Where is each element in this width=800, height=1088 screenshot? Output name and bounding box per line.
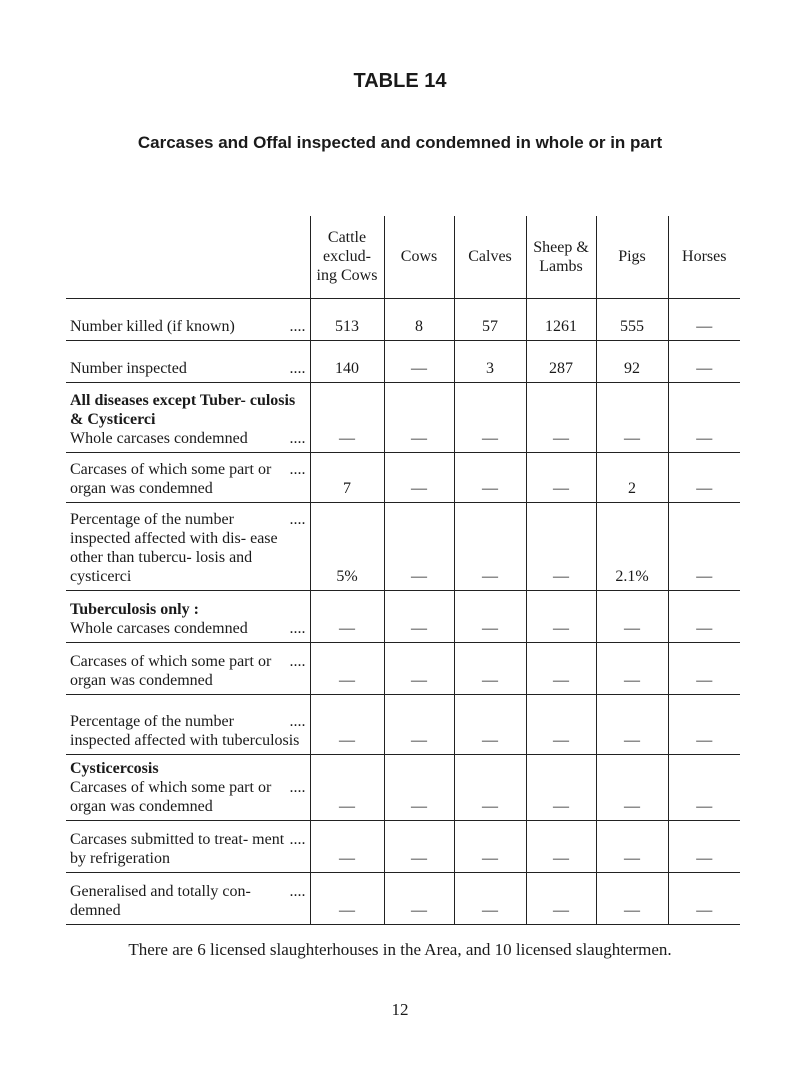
column-header: Sheep & Lambs [526, 216, 596, 298]
table-cell: — [526, 382, 596, 452]
table-cell: 555 [596, 298, 668, 340]
table-cell: — [596, 694, 668, 754]
table-cell: — [668, 340, 740, 382]
table-cell: — [310, 872, 384, 924]
table-cell: — [668, 452, 740, 502]
leader-dots: .... [289, 652, 306, 670]
row-label-cell [66, 340, 310, 382]
table-row [66, 872, 740, 924]
page-number: 12 [391, 1000, 409, 1019]
table-row [66, 820, 740, 872]
table-cell: — [526, 452, 596, 502]
table-cell: — [668, 502, 740, 590]
table-cell: — [384, 694, 454, 754]
table-cell: 2.1% [596, 502, 668, 590]
footer-note: There are 6 licensed slaughterhouses in the Area, and 10 licensed slaughtermen. [128, 940, 672, 959]
table-cell: — [668, 642, 740, 694]
row-label: Percentage of the number inspected affected with tuberculosis [70, 712, 300, 749]
header-row [66, 216, 740, 298]
table-cell: — [668, 754, 740, 820]
table-cell: 5% [310, 502, 384, 590]
table-cell: — [384, 820, 454, 872]
table-cell: 92 [596, 340, 668, 382]
table-cell: — [384, 754, 454, 820]
table-cell: — [384, 502, 454, 590]
row-label-cell [66, 452, 310, 502]
column-header: Calves [454, 216, 526, 298]
row-label: Generalised and totally con- demned [70, 882, 251, 919]
leader-dots: .... [289, 712, 306, 730]
row-label: Carcases of which some part or organ was condemned [70, 460, 272, 497]
row-label-cell [66, 642, 310, 694]
row-label: Percentage of the number inspected affected with dis- ease other than tubercu- losis and cysticerci [70, 510, 278, 585]
table-cell: — [668, 820, 740, 872]
leader-dots: .... [289, 830, 306, 848]
table-cell: — [454, 382, 526, 452]
table-cell: — [384, 590, 454, 642]
leader-dots: .... [289, 317, 306, 335]
column-header: Horses [668, 216, 740, 298]
table-cell: 3 [454, 340, 526, 382]
table-cell: — [668, 694, 740, 754]
table-cell: — [526, 694, 596, 754]
table-row [66, 340, 740, 382]
table-cell: 287 [526, 340, 596, 382]
column-header: Cattle exclud- ing Cows [310, 216, 384, 298]
table-cell: — [310, 694, 384, 754]
table-cell: — [454, 820, 526, 872]
leader-dots: .... [289, 429, 306, 447]
table-cell: — [596, 820, 668, 872]
table-cell: — [384, 642, 454, 694]
row-label-cell [66, 872, 310, 924]
table-cell: 8 [384, 298, 454, 340]
table-cell: — [454, 452, 526, 502]
table-cell: — [526, 754, 596, 820]
table-cell: 7 [310, 452, 384, 502]
table-row [66, 502, 740, 590]
table-cell: — [454, 590, 526, 642]
row-label: Carcases of which some part or organ was condemned [70, 652, 272, 689]
table-cell: — [526, 502, 596, 590]
table-row [66, 694, 740, 754]
row-label: Carcases submitted to treat- ment by refrigeration [70, 830, 285, 867]
row-label-cell [66, 502, 310, 590]
table-row [66, 452, 740, 502]
leader-dots: .... [289, 882, 306, 900]
table-cell: — [310, 382, 384, 452]
row-label-cell [66, 590, 310, 642]
section-heading: Cysticercosis [70, 759, 159, 777]
table-cell: — [384, 382, 454, 452]
table-cell: — [454, 502, 526, 590]
header-blank [66, 216, 310, 298]
table-cell: 2 [596, 452, 668, 502]
leader-dots: .... [289, 460, 306, 478]
table-cell: — [526, 590, 596, 642]
table-cell: 513 [310, 298, 384, 340]
leader-dots: .... [289, 778, 306, 796]
table-cell: — [596, 382, 668, 452]
table-cell: — [384, 872, 454, 924]
table-cell: — [384, 452, 454, 502]
table-cell: — [596, 754, 668, 820]
column-header: Pigs [596, 216, 668, 298]
table-row [66, 382, 740, 452]
row-label-cell [66, 694, 310, 754]
table-title: TABLE 14 [353, 70, 447, 92]
table-cell: — [668, 590, 740, 642]
column-header: Cows [384, 216, 454, 298]
table-cell: — [596, 642, 668, 694]
row-label-cell [66, 754, 310, 820]
table-cell: — [454, 642, 526, 694]
row-label: Whole carcases condemned [70, 619, 248, 637]
table-subtitle: Carcases and Offal inspected and condemned in whole or in part [137, 133, 663, 152]
table-cell: — [384, 340, 454, 382]
table-cell: — [310, 754, 384, 820]
section-heading: Tuberculosis only : [70, 600, 199, 618]
leader-dots: .... [289, 359, 306, 377]
row-label: Whole carcases condemned [70, 429, 248, 447]
row-label-cell [66, 382, 310, 452]
table-row [66, 590, 740, 642]
table-cell: 57 [454, 298, 526, 340]
table-cell: — [526, 872, 596, 924]
row-label-cell [66, 298, 310, 340]
row-label-cell [66, 820, 310, 872]
table-cell: — [454, 754, 526, 820]
section-heading: All diseases except Tuber- culosis & Cysticerci [70, 391, 296, 428]
table-row [66, 754, 740, 820]
table-cell: — [310, 590, 384, 642]
row-label: Carcases of which some part or organ was condemned [70, 778, 272, 815]
table-row [66, 642, 740, 694]
table-cell: — [596, 872, 668, 924]
table-cell: — [454, 872, 526, 924]
table-cell: — [596, 590, 668, 642]
table-cell: 1261 [526, 298, 596, 340]
table-cell: — [526, 820, 596, 872]
table-cell: — [668, 872, 740, 924]
table-cell: 140 [310, 340, 384, 382]
row-label: Number killed (if known) [70, 317, 235, 335]
table-row [66, 298, 740, 340]
table-cell: — [526, 642, 596, 694]
carcases-table [66, 216, 740, 925]
table-cell: — [668, 298, 740, 340]
table-cell: — [668, 382, 740, 452]
table-cell: — [454, 694, 526, 754]
table-cell: — [310, 642, 384, 694]
leader-dots: .... [289, 619, 306, 637]
leader-dots: .... [289, 510, 306, 528]
row-label: Number inspected [70, 359, 187, 377]
table-cell: — [310, 820, 384, 872]
